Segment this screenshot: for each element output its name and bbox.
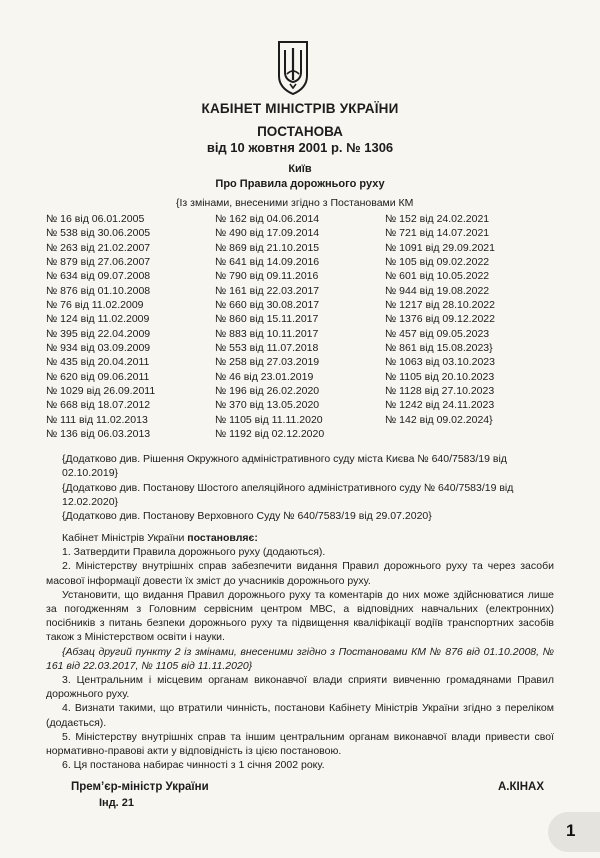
document-date-number: від 10 жовтня 2001 р. № 1306 <box>206 140 394 155</box>
amendment-entry: № 790 від 09.11.2016 <box>215 270 319 283</box>
amendment-entry: № 1063 від 03.10.2023 <box>385 356 495 369</box>
amendment-entry: № 634 від 09.07.2008 <box>46 270 151 283</box>
paragraph-3-note: {Абзац другий пункту 2 із змінами, внесеними згідно з Постановами КМ № 876 від 01.10.2008, № 161 від 22.03.2017, № 1105 від 11.11.2020} <box>46 645 554 672</box>
additional-note-3: {Додатково див. Постанову Верховного Суду № 640/7583/19 від 29.07.2020} <box>62 510 432 522</box>
amendment-entry: № 944 від 19.08.2022 <box>385 284 490 297</box>
amendment-entry: № 934 від 03.09.2009 <box>46 342 151 355</box>
amendment-entry: № 1217 від 28.10.2022 <box>385 299 495 312</box>
amendment-entry: № 869 від 21.10.2015 <box>215 241 320 254</box>
amendments-note: {Із змінами, внесеними згідно з Постановами КМ <box>176 197 414 209</box>
amendment-entry: № 162 від 04.06.2014 <box>215 213 320 225</box>
amendment-entry: № 538 від 30.06.2005 <box>46 227 151 240</box>
amendment-entry: № 76 від 11.02.2009 <box>46 299 144 312</box>
paragraph-4: 3. Центральним і місцевим органам виконавчої влади сприяти вивченню громадянами Правил дорожнього руху. <box>46 674 554 701</box>
amendment-entry: № 1091 від 29.09.2021 <box>385 241 495 254</box>
amendment-entry: № 1105 від 20.10.2023 <box>385 370 495 383</box>
amendment-entry: № 1029 від 26.09.2011 <box>46 385 156 398</box>
amendment-entry: № 1376 від 09.12.2022 <box>385 313 495 326</box>
trident-icon <box>276 38 310 96</box>
amendment-entry: № 641 від 14.09.2016 <box>215 256 320 269</box>
signature-title: Прем’єр-міністр України <box>71 781 209 793</box>
amendment-entry: № 861 від 15.08.2023} <box>385 342 493 355</box>
page-number: 1 <box>566 821 576 840</box>
amendment-entry: № 601 від 10.05.2022 <box>385 270 490 283</box>
amendment-entry: № 457 від 09.05.2023 <box>385 327 490 340</box>
amendment-entry: № 721 від 14.07.2021 <box>385 227 490 240</box>
amendment-entry: № 370 від 13.05.2020 <box>215 399 320 412</box>
document-type: ПОСТАНОВА <box>257 124 343 139</box>
intro-bold-text: постановляє: <box>187 532 258 544</box>
amendment-entry: № 435 від 20.04.2011 <box>46 356 150 369</box>
additional-note-2: {Додатково див. Постанову Шостого апеляційного адміністративного суду № 640/7583/19 від 12.02.2020} <box>62 482 514 508</box>
resolution-body <box>46 531 554 772</box>
amendments-column-2 <box>215 212 324 442</box>
amendments-column-3 <box>385 212 495 427</box>
amendment-entry: № 196 від 26.02.2020 <box>215 385 320 398</box>
amendment-entry: № 161 від 22.03.2017 <box>215 284 320 297</box>
amendment-entry: № 668 від 18.07.2012 <box>46 399 151 412</box>
amendment-entry: № 124 від 11.02.2009 <box>46 313 150 326</box>
additional-note-1: {Додатково див. Рішення Окружного адміністративного суду міста Києва № 640/7583/19 від 02.10.2019} <box>62 453 507 479</box>
amendment-entry: № 1105 від 11.11.2020 <box>215 413 323 426</box>
amendment-entry: № 879 від 27.06.2007 <box>46 256 151 269</box>
amendment-entry: № 395 від 22.04.2009 <box>46 327 151 340</box>
intro-paragraph <box>46 531 554 545</box>
amendments-column-1 <box>46 212 155 442</box>
amendment-entry: № 136 від 06.03.2013 <box>46 428 151 441</box>
amendment-entry: № 1242 від 24.11.2023 <box>385 399 495 412</box>
amendment-entry: № 16 від 06.01.2005 <box>46 213 145 225</box>
amendment-entry: № 553 від 11.07.2018 <box>215 342 319 355</box>
amendment-entry: № 883 від 10.11.2017 <box>215 327 319 340</box>
document-city: Київ <box>288 163 312 175</box>
amendment-entry: № 105 від 09.02.2022 <box>385 256 490 269</box>
amendment-entry: № 620 від 09.06.2011 <box>46 370 150 383</box>
amendment-entry: № 876 від 01.10.2008 <box>46 284 151 297</box>
amendment-entry: № 152 від 24.02.2021 <box>385 213 490 225</box>
amendment-entry: № 263 від 21.02.2007 <box>46 241 151 254</box>
signature-name: А.КІНАХ <box>498 781 544 793</box>
paragraph-2: 2. Міністерству внутрішніх справ забезпечити видання Правил дорожнього руху та через засоби масової інформації довести їх зміст до учасників дорожнього руху. <box>46 560 554 587</box>
paragraph-7: 6. Ця постанова набирає чинності з 1 січня 2002 року. <box>62 759 325 772</box>
amendment-entry: № 1128 від 27.10.2023 <box>385 385 495 398</box>
paragraph-6: 5. Міністерству внутрішніх справ та іншим центральним органам виконавчої влади привести свої нормативно-правові акти у відповідність із цією постановою. <box>46 730 554 758</box>
amendment-entry: № 660 від 30.08.2017 <box>215 299 320 312</box>
intro-text: Кабінет Міністрів України <box>62 532 188 544</box>
amendment-entry: № 860 від 15.11.2017 <box>215 313 319 326</box>
amendment-entry: № 1192 від 02.12.2020 <box>215 428 325 441</box>
paragraph-1: 1. Затвердити Правила дорожнього руху (додаються). <box>62 546 326 559</box>
amendment-entry: № 490 від 17.09.2014 <box>215 227 320 240</box>
cabinet-title: КАБІНЕТ МІНІСТРІВ УКРАЇНИ <box>201 101 399 116</box>
amendment-entry: № 258 від 27.03.2019 <box>215 356 320 369</box>
amendment-entry: № 111 від 11.02.2013 <box>46 413 148 426</box>
amendment-entry: № 46 від 23.01.2019 <box>215 370 314 383</box>
paragraph-3: Установити, що видання Правил дорожнього руху та коментарів до них може здійснюватися лише за погодженням з Головним сервісним центром МВС, а відповідних навчальних (електронних) посібників з питань безпеки дорожнього руху та підвищення кваліфікації водіїв транспортних засобів також з Міністерством освіти і науки. <box>46 588 554 644</box>
amendment-entry: № 142 від 09.02.2024} <box>385 413 493 426</box>
paragraph-5: 4. Визнати такими, що втратили чинність, постанови Кабінету Міністрів України згідно з переліком (додається). <box>46 702 554 729</box>
document-subject: Про Правила дорожнього руху <box>215 178 385 190</box>
document-index: Інд. 21 <box>99 797 135 809</box>
